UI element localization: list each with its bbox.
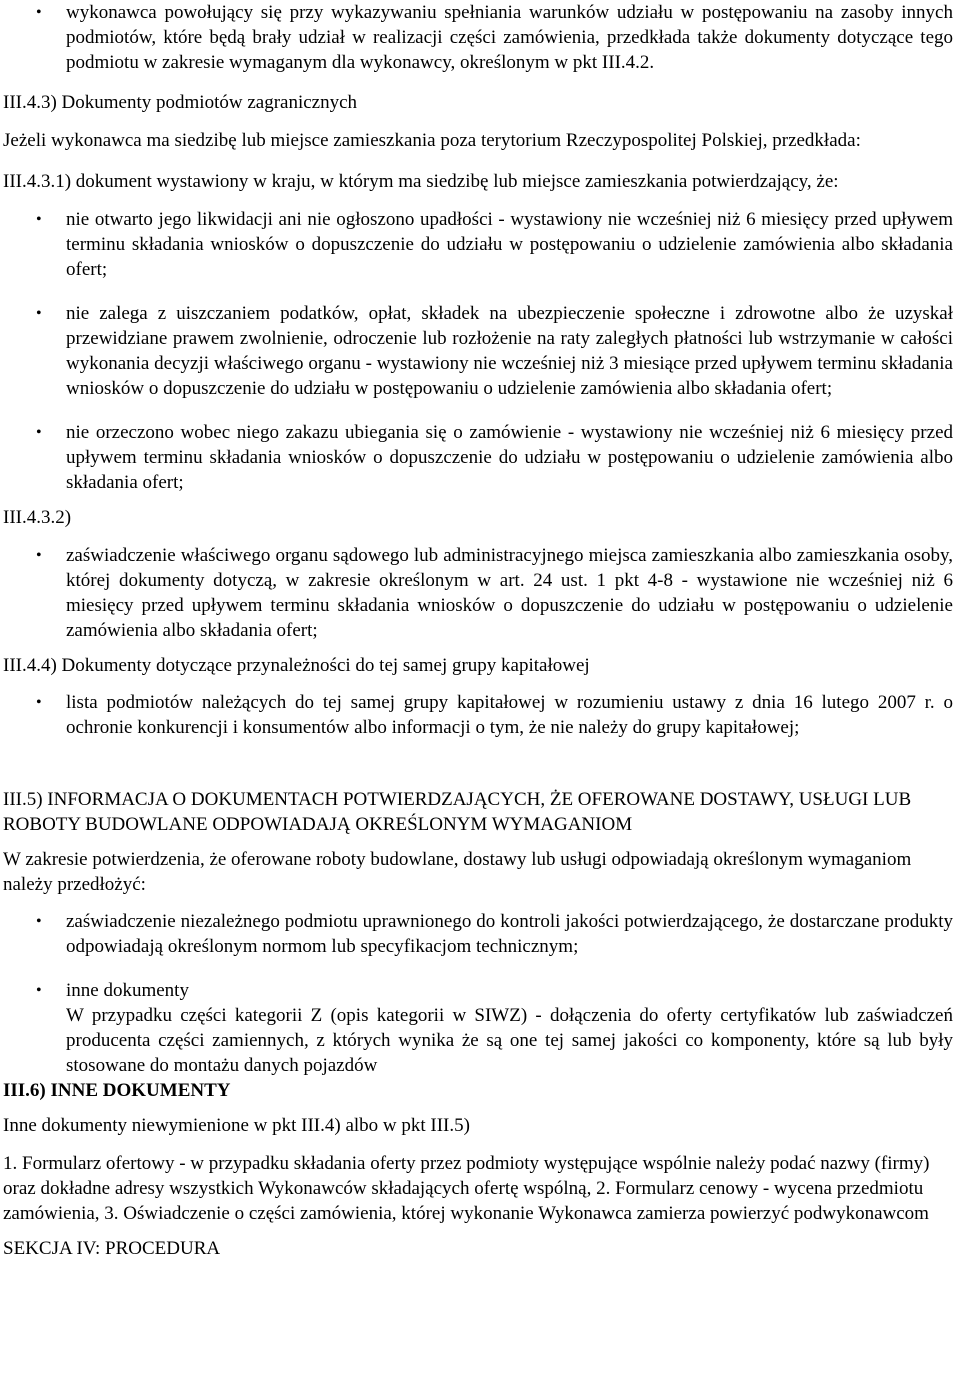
list-item: • wykonawca powołujący się przy wykazywaniu spełniania warunków udziału w postępowaniu na zasoby innych podmiotów, które będą brały udział w realizacji części zamówienia, przedkłada także dokumenty dotyczące tego podmiotu w zakresie wymaganym dla wykonawcy, określonym w pkt III.4.2. bbox=[3, 0, 953, 75]
paragraph-intro: Jeżeli wykonawca ma siedzibę lub miejsce zamieszkania poza terytorium Rzeczypospolitej Polskiej, przedkłada: bbox=[3, 130, 861, 151]
paragraph-intro: Inne dokumenty niewymienione w pkt III.4) albo w pkt III.5) bbox=[3, 1115, 470, 1136]
list-item: • nie orzeczono wobec niego zakazu ubiegania się o zamówienie - wystawiony nie wcześniej niż 6 miesięcy przed upływem terminu składania wniosków o dopuszczenie do udziału w postępowaniu o udzielenie zamówienia albo składania ofert; bbox=[3, 420, 953, 495]
list-item bbox=[3, 978, 953, 1078]
subheading-iii-4-3-1: III.4.3.1) dokument wystawiony w kraju, w którym ma siedzibę lub miejsce zamieszkania potwierdzający, że: bbox=[3, 171, 839, 192]
subheading-iii-4-3-2: III.4.3.2) bbox=[3, 507, 72, 528]
list-item: • nie otwarto jego likwidacji ani nie ogłoszono upadłości - wystawiony nie wcześniej niż 6 miesięcy przed upływem terminu składania wniosków o dopuszczenie do udziału w postępowaniu o udzielenie zamówienia albo składania ofert; bbox=[3, 207, 953, 282]
list-item: • zaświadczenie niezależnego podmiotu uprawnionego do kontroli jakości potwierdzającego, że dostarczane produkty odpowiadają określonym normom lub specyfikacjom technicznym; bbox=[3, 909, 953, 959]
section-heading-iii-6: III.6) INNE DOKUMENTY bbox=[3, 1080, 231, 1101]
section-heading-iii-4-3: III.4.3) Dokumenty podmiotów zagranicznych bbox=[3, 92, 358, 113]
paragraph-body: 1. Formularz ofertowy - w przypadku składania oferty przez podmioty występujące wspólnie należy podać nazwy (firmy) oraz dokładne adresy wszystkich Wykonawców składających ofertę wspólną, 2. Formularz cenowy - wycena przedmiotu zamówienia, 3. Oświadczenie o części zamówienia, której wykonanie Wykonawca zamierza powierzyć podwykonawcom bbox=[3, 1153, 930, 1224]
list-item: • lista podmiotów należących do tej samej grupy kapitałowej w rozumieniu ustawy z dnia 16 lutego 2007 r. o ochronie konkurencji i konsumentów albo informacji o tym, że nie należy do grupy kapitałowej; bbox=[3, 690, 953, 740]
section-heading-iii-4-4: III.4.4) Dokumenty dotyczące przynależności do tej samej grupy kapitałowej bbox=[3, 655, 590, 676]
list-item-title: • inne dokumenty bbox=[66, 980, 189, 1001]
section-heading-iii-5: III.5) INFORMACJA O DOKUMENTACH POTWIERDZAJĄCYCH, ŻE OFEROWANE DOSTAWY, USŁUGI LUB ROBOTY BUDOWLANE ODPOWIADAJĄ OKREŚLONYM WYMAGANIOM bbox=[3, 789, 912, 835]
list-item: • zaświadczenie właściwego organu sądowego lub administracyjnego miejsca zamieszkania albo zamieszkania osoby, której dokumenty dotyczą, w zakresie określonym w art. 24 ust. 1 pkt 4-8 - wystawione nie wcześniej niż 6 miesięcy przed upływem terminu składania wniosków o dopuszczenie do udziału w postępowaniu o udzielenie zamówienia albo składania ofert; bbox=[3, 543, 953, 643]
list-item: • nie zalega z uiszczaniem podatków, opłat, składek na ubezpieczenie społeczne i zdrowotne albo że uzyskał przewidziane prawem zwolnienie, odroczenie lub rozłożenie na raty zaległych płatności lub wstrzymanie w całości wykonania decyzji właściwego organu - wystawiony nie wcześniej niż 3 miesiące przed upływem terminu składania wniosków o dopuszczenie do udziału w postępowaniu o udzielenie zamówienia albo składania ofert; bbox=[3, 301, 953, 401]
paragraph-intro: W zakresie potwierdzenia, że oferowane roboty budowlane, dostawy lub usługi odpowiadają określonym wymaganiom należy przedłożyć: bbox=[3, 849, 912, 895]
section-heading-iv: SEKCJA IV: PROCEDURA bbox=[3, 1238, 221, 1259]
list-item-body: W przypadku części kategorii Z (opis kategorii w SIWZ) - dołączenia do oferty certyfikatów lub zaświadczeń producenta części zamiennych, z których wynika że są one tej samej jakości co komponenty, które są lub były stosowane do montażu danych pojazdów bbox=[66, 1005, 953, 1076]
document-page bbox=[3, 0, 953, 1261]
